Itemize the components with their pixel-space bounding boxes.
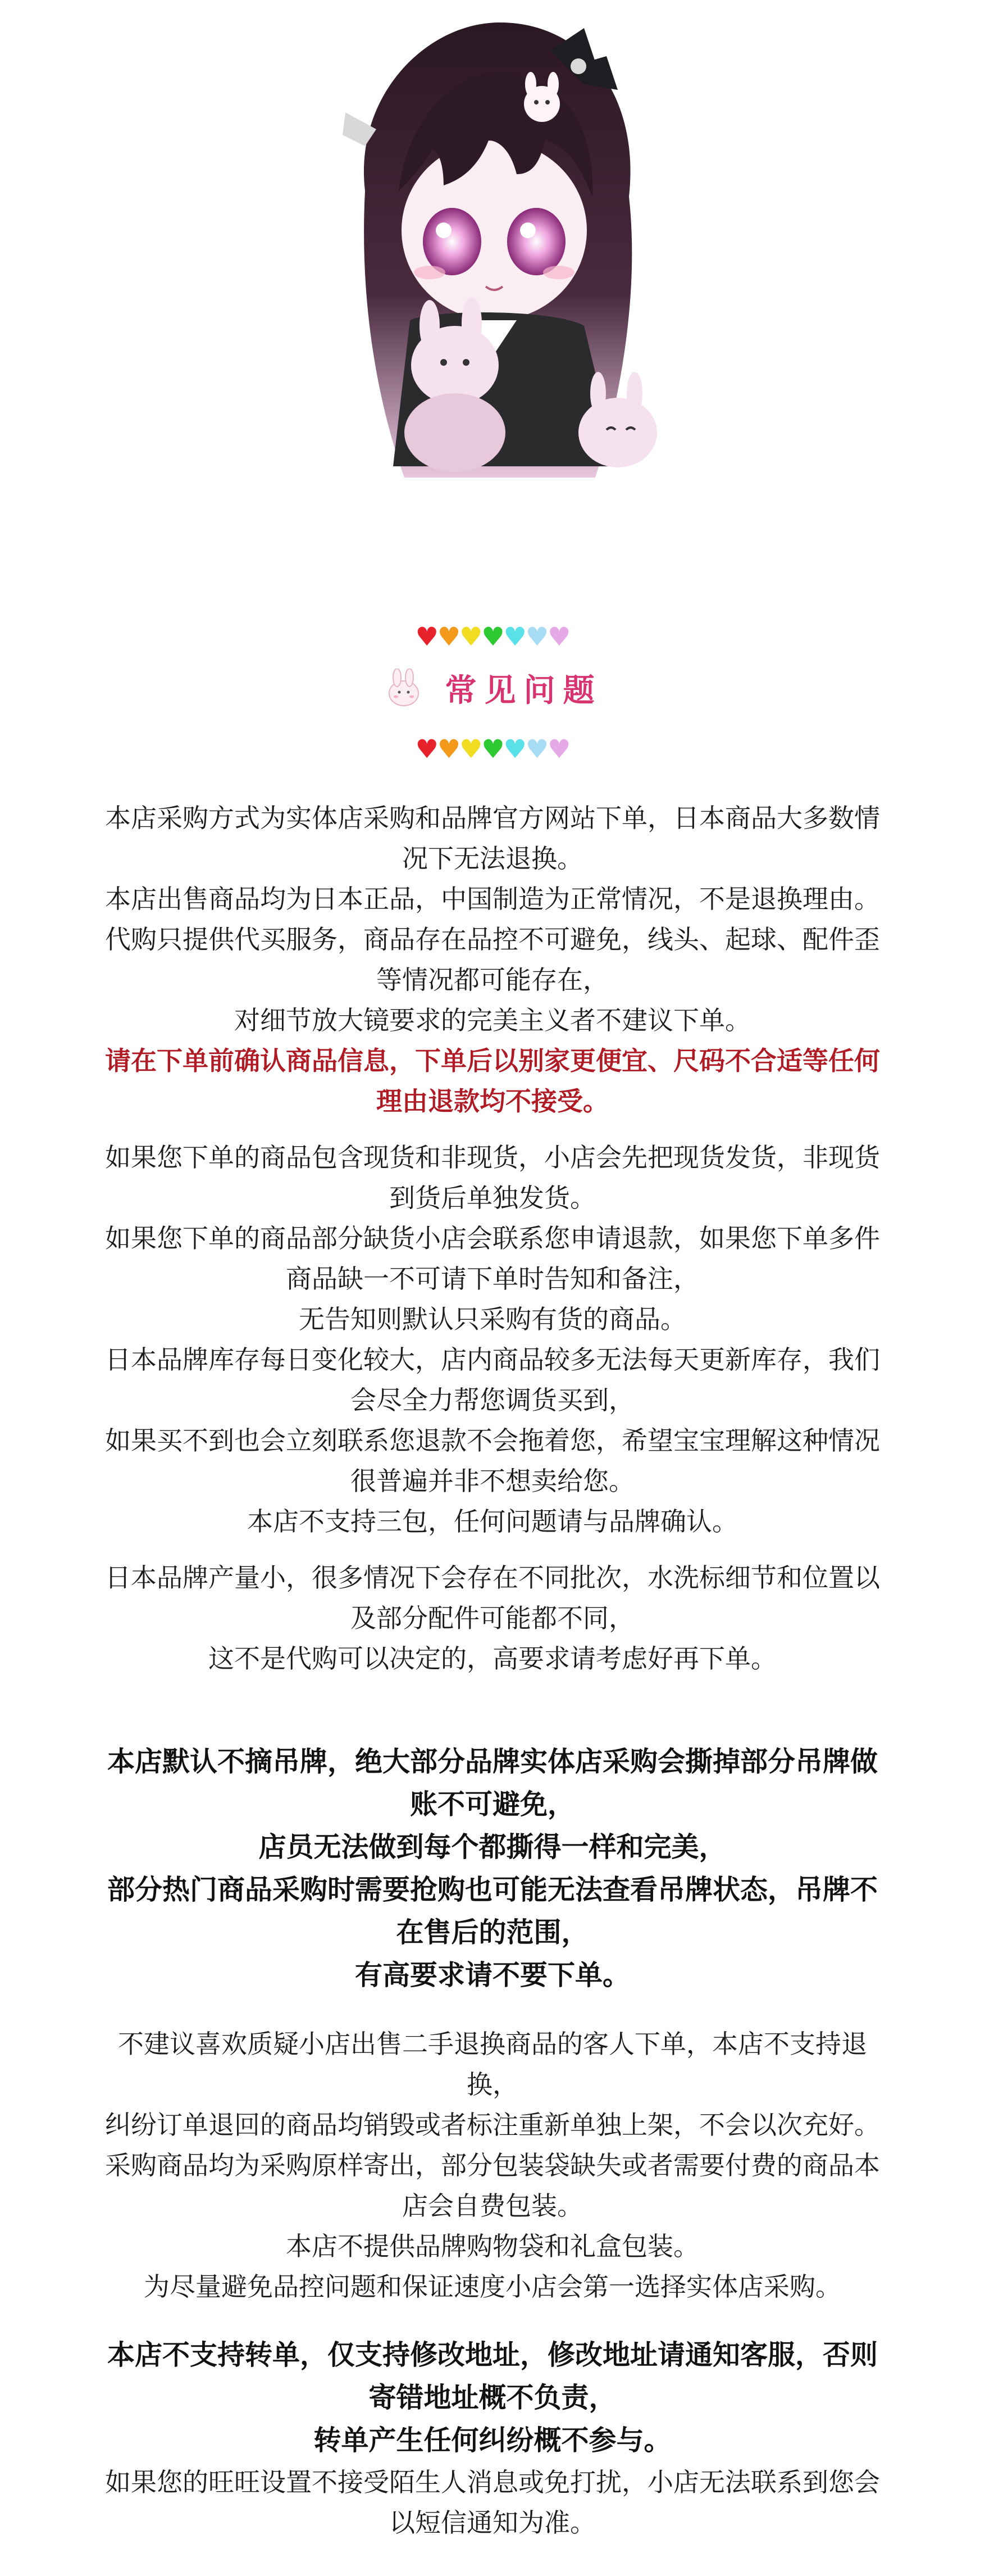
faq-paragraph: 日本品牌库存每日变化较大，店内商品较多无法每天更新库存，我们会尽全力帮您调货买到， — [105, 1344, 880, 1415]
faq-notice: 本店不支持转单，仅支持修改地址，修改地址请通知客服，否则寄错地址概不负责， — [107, 2339, 878, 2414]
heart-icon: ♥ — [525, 621, 548, 652]
faq-paragraph: 无告知则默认只采购有货的商品。 — [299, 1304, 686, 1334]
hearts-divider-bottom — [0, 736, 985, 762]
faq-paragraph: 这不是代购可以决定的，高要求请考虑好再下单。 — [208, 1643, 777, 1674]
heart-icon: ♥ — [437, 734, 460, 764]
faq-paragraph: 本店不提供品牌购物袋和礼盒包装。 — [286, 2231, 699, 2261]
faq-notice: 部分热门商品采购时需要抢购也可能无法查看吊牌状态，吊牌不在售后的范围， — [107, 1874, 878, 1948]
faq-paragraph: 为尽量避免品控问题和保证速度小店会第一选择实体店采购。 — [144, 2271, 841, 2302]
faq-notice: 本店默认不摘吊牌，绝大部分品牌实体店采购会撕掉部分吊牌做账不可避免， — [107, 1746, 878, 1820]
chibi-girl-illustration — [303, 6, 685, 511]
faq-paragraph: 本店不支持三包，任何问题请与品牌确认。 — [247, 1506, 738, 1537]
faq-warning: 请在下单前确认商品信息，下单后以别家更便宜、尺码不合适等任何理由退款均不接受。 — [105, 1046, 880, 1116]
heart-icon: ♥ — [503, 621, 526, 652]
faq-paragraph: 纠纷订单退回的商品均销毁或者标注重新单独上架，不会以次充好。 — [105, 2110, 880, 2140]
heart-icon: ♥ — [481, 621, 504, 652]
faq-paragraph: 不建议喜欢质疑小店出售二手退换商品的客人下单，本店不支持退换， — [118, 2029, 867, 2100]
faq-paragraph: 本店采购方式为实体店采购和品牌官方网站下单，日本商品大多数情况下无法退换。 — [105, 803, 880, 874]
faq-paragraph: 如果买不到也会立刻联系您退款不会拖着您，希望宝宝理解这种情况很普遍并非不想卖给您。 — [105, 1425, 880, 1496]
heart-icon: ♥ — [481, 734, 504, 764]
faq-paragraph: 如果您下单的商品包含现货和非现货，小店会先把现货发货，非现货到货后单独发货。 — [105, 1142, 880, 1213]
heart-icon: ♥ — [548, 621, 570, 652]
heart-icon: ♥ — [415, 734, 437, 764]
bunny-icon — [382, 669, 425, 708]
faq-paragraph: 如果您的旺旺设置不接受陌生人消息或免打扰，小店无法联系到您会以短信通知为准。 — [105, 2467, 880, 2538]
faq-paragraph: 采购商品均为采购原样寄出，部分包装袋缺失或者需要付费的商品本店会自费包装。 — [105, 2150, 880, 2221]
heart-icon: ♥ — [415, 621, 437, 652]
faq-title: 常见问题 — [445, 673, 603, 709]
heart-icon: ♥ — [459, 734, 482, 764]
faq-notice: 有高要求请不要下单。 — [354, 1959, 630, 1991]
faq-paragraph: 日本品牌产量小，很多情况下会存在不同批次，水洗标细节和位置以及部分配件可能都不同， — [105, 1562, 880, 1633]
heart-icon: ♥ — [503, 734, 526, 764]
faq-paragraph: 对细节放大镜要求的完美主义者不建议下单。 — [234, 1005, 751, 1035]
faq-paragraph: 本店出售商品均为日本正品，中国制造为正常情况，不是退换理由。 — [105, 884, 880, 914]
heart-icon: ♥ — [548, 734, 570, 764]
hearts-divider-top — [0, 621, 985, 652]
faq-notice: 转单产生任何纠纷概不参与。 — [313, 2424, 672, 2456]
faq-notice: 店员无法做到每个都撕得一样和完美， — [258, 1831, 727, 1863]
faq-heading — [0, 666, 985, 711]
heart-icon: ♥ — [459, 621, 482, 652]
heart-icon: ♥ — [437, 621, 460, 652]
heart-icon: ♥ — [525, 734, 548, 764]
faq-content — [104, 798, 881, 2543]
faq-paragraph: 如果您下单的商品部分缺货小店会联系您申请退款，如果您下单多件商品缺一不可请下单时告知和备注， — [105, 1223, 880, 1294]
faq-paragraph: 代购只提供代买服务，商品存在品控不可避免，线头、起球、配件歪等情况都可能存在， — [105, 924, 880, 995]
